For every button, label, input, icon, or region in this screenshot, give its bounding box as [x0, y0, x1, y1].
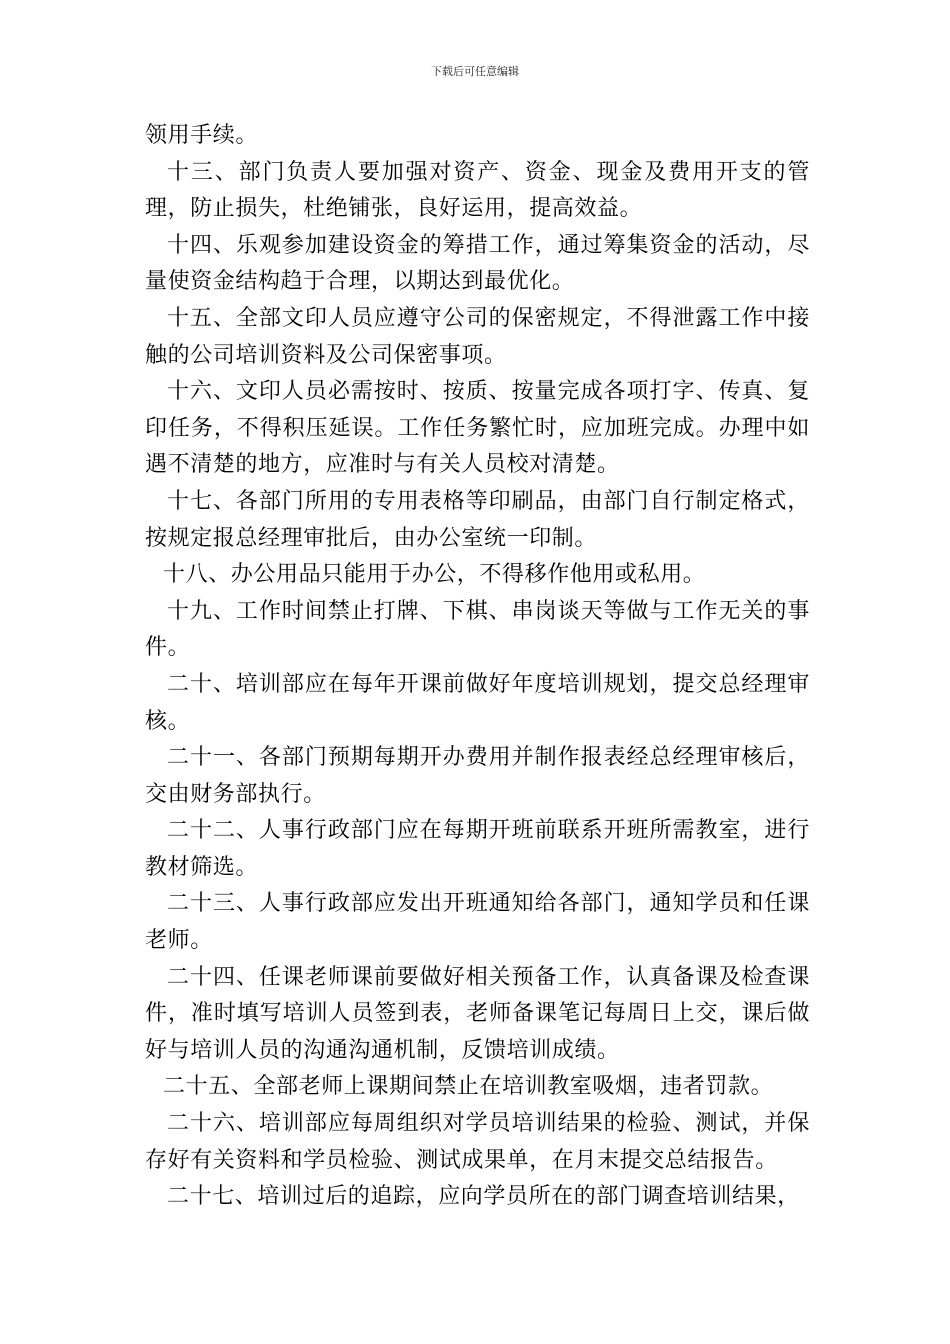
paragraph: 二十五、全部老师上课期间禁止在培训教室吸烟，违者罚款。 [163, 1074, 774, 1100]
paragraph: 十八、办公用品只能用于办公，不得移作他用或私用。 [163, 562, 706, 588]
page-header: 下载后可任意编辑 [431, 65, 519, 78]
paragraph: 十九、工作时间禁止打牌、下棋、串岗谈天等做与工作无关的事件。 [145, 598, 810, 661]
paragraph: 十七、各部门所用的专用表格等印刷品，由部门自行制定格式，按规定报总经理审批后，由办公室统一印制。 [145, 488, 810, 551]
paragraph: 二十、培训部应在每年开课前做好年度培训规划，提交总经理审核。 [145, 671, 810, 734]
paragraph: 二十六、培训部应每周组织对学员培训结果的检验、测试，并保存好有关资料和学员检验、测试成果单，在月末提交总结报告。 [145, 1111, 810, 1173]
paragraph: 二十四、任课老师课前要做好相关预备工作，认真备课及检查课件，准时填写培训人员签到表，老师备课笔记每周日上交，课后做好与培训人员的沟通沟通机制，反馈培训成绩。 [145, 964, 810, 1063]
paragraph: 十五、全部文印人员应遵守公司的保密规定，不得泄露工作中接触的公司培训资料及公司保密事项。 [145, 305, 810, 368]
paragraph: 领用手续。 [145, 123, 259, 148]
paragraph: 二十二、人事行政部门应在每期开班前联系开班所需教室，进行教材筛选。 [145, 818, 810, 880]
paragraph: 二十一、各部门预期每期开办费用并制作报表经总经理审核后，交由财务部执行。 [145, 745, 810, 807]
paragraph: 二十三、人事行政部应发出开班通知给各部门，通知学员和任课老师。 [145, 891, 810, 954]
document-body [145, 118, 810, 1216]
paragraph: 十三、部门负责人要加强对资产、资金、现金及费用开支的管理，防止损失，杜绝铺张，良好运用，提高效益。 [145, 159, 810, 222]
paragraph: 十四、乐观参加建设资金的筹措工作，通过筹集资金的活动，尽量使资金结构趋于合理，以期达到最优化。 [145, 232, 810, 295]
paragraph: 十六、文印人员必需按时、按质、按量完成各项打字、传真、复印任务，不得积压延误。工作任务繁忙时，应加班完成。办理中如遇不清楚的地方，应准时与有关人员校对清楚。 [145, 379, 810, 478]
paragraph: 二十七、培训过后的追踪，应向学员所在的部门调查培训结果， [167, 1184, 800, 1210]
